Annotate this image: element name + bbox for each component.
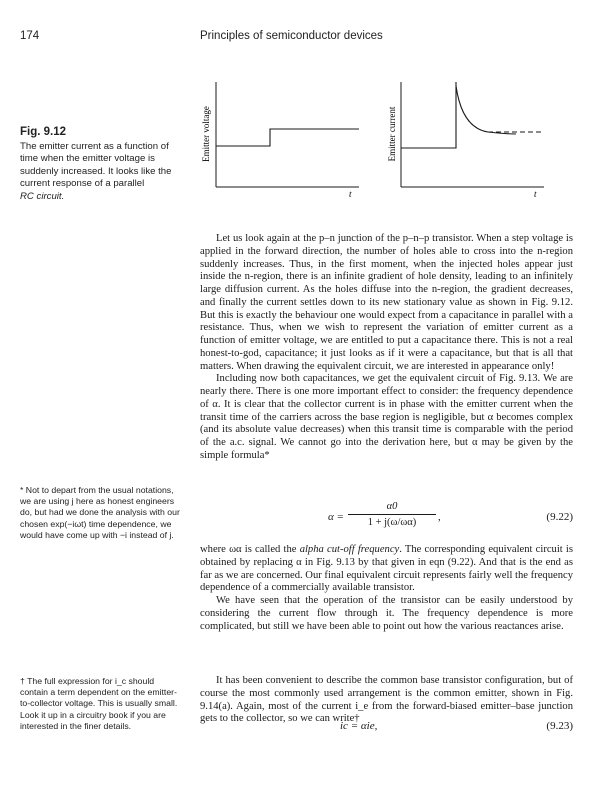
running-title: Principles of semiconductor devices bbox=[200, 30, 383, 42]
paragraph-2: Including now both capacitances, we get the equivalent circuit of Fig. 9.13. We are nearly there. There is one more important effect to consider: the frequency dependence of α. It is clear that the collector current is in phase with the emitter current when the transit time of the carriers across the base region is negligible, but α becomes complex (and its absolute value decreases) when this transit time is comparable with the period of the a.c. signal. We cannot go into the derivation here, but α may be given by the simple formula* bbox=[200, 373, 573, 461]
paragraph-1: Let us look again at the p–n junction of the p–n–p transistor. When a step voltage is applied in the forward direction, the number of holes able to cross into the n-region suddenly increases. Thus, in the first moment, when the injected holes appear just inside the n-region, there is an infinite gradient of hole density, leading to an infinitely large diffusion current. As the holes diffuse into the n-region, the gradient decreases, and finally the current settles down to its new stationary value as shown in Fig. 9.12. But this is exactly the behaviour one would expect from a capacitance in parallel with a resistance. Thus, when we wish to represent the variation of emitter current as a function of emitter voltage, we are entitled to put a capacitance there. This is not a real honest-to-god, capacitance; it just looks as if it were a capacitance, but that is all that matters. When drawing the equivalent circuit, we are interested in appearance only! bbox=[200, 233, 573, 372]
equation-9-22 bbox=[200, 498, 573, 544]
figure-label: Fig. 9.12 bbox=[20, 126, 67, 138]
eq1-number: (9.22) bbox=[546, 511, 573, 523]
voltage-x-label: t bbox=[349, 189, 352, 199]
eq2-body: ic = αie, bbox=[340, 720, 378, 732]
current-y-label: Emitter current bbox=[387, 106, 397, 162]
paragraph-3-b: . The corresponding equivalent circuit is obtained by replacing α in Fig. 9.13 by that given in eqn (9.22). And that is the end as far as we are concerned. Our final equivalent circuit represents fairly well the frequency dependence of a commercially available transistor. bbox=[200, 544, 573, 594]
figure-9-12 bbox=[196, 82, 576, 204]
eq1-tail: , bbox=[438, 511, 441, 523]
eq1-lhs: α = bbox=[328, 511, 344, 523]
alpha-cutoff-term: alpha cut-off frequency bbox=[299, 544, 400, 555]
current-x-label: t bbox=[534, 189, 537, 199]
paragraph-3 bbox=[200, 544, 573, 595]
paragraph-5: It has been convenient to describe the common base transistor configuration, but of course the most commonly used arrangement is the common emitter, shown in Fig. 9.14(a). Again, most of the current i_e from the forward-biased emitter–base junction gets to the collector, so we can write† bbox=[200, 675, 573, 725]
voltage-panel bbox=[201, 82, 359, 199]
paragraph-3-a: where ωα is called the bbox=[200, 544, 300, 555]
footnote-dagger: † The full expression for i_c should contain a term dependent on the emitter-to-collector voltage. This is usually small. Look it up in a circuitry book if you are interested in the finer details. bbox=[20, 676, 178, 731]
voltage-step-curve bbox=[216, 129, 359, 146]
equation-9-23 bbox=[200, 718, 573, 736]
current-decay-curve bbox=[456, 86, 516, 134]
caption-text: The emitter current as a function of time when the emitter voltage is suddenly increased. It looks like the current response of a parallel bbox=[20, 140, 172, 190]
paragraph-4: We have seen that the operation of the transistor can be easily understood by considering the current flow through it. The frequency dependence is more complicated, but still we have been able to point out how the various reactances arise. bbox=[200, 595, 573, 632]
eq2-number: (9.23) bbox=[546, 720, 573, 732]
current-panel bbox=[387, 82, 544, 199]
caption-tail: RC circuit. bbox=[20, 190, 65, 202]
current-step-curve bbox=[401, 82, 456, 148]
body-text-middle bbox=[200, 544, 573, 633]
page-number: 174 bbox=[20, 30, 40, 42]
eq1-denominator: 1 + j(ω/ωα) bbox=[367, 517, 417, 528]
body-text-top bbox=[200, 233, 573, 463]
voltage-y-label: Emitter voltage bbox=[201, 106, 211, 162]
eq1-numerator: α0 bbox=[348, 500, 436, 515]
eq1-fraction bbox=[348, 500, 436, 530]
figure-caption bbox=[20, 126, 185, 204]
footnote-star: * Not to depart from the usual notations, we are using j here as honest engineers do, but had we done the analysis with our chosen exp(−iωt) time dependence, we would have come up with −i instead of j. bbox=[20, 485, 180, 540]
